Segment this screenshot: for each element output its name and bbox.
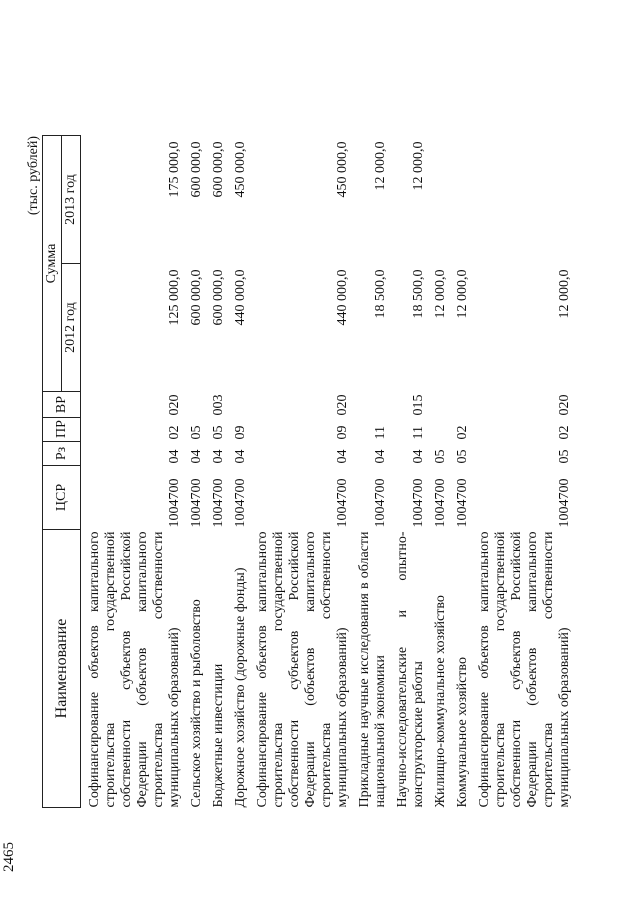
row-2012: 600 000,0 bbox=[189, 269, 204, 326]
row-pr: 11 bbox=[373, 426, 388, 440]
row-rz: 04 bbox=[189, 449, 204, 464]
header-name: Наименование bbox=[43, 530, 81, 808]
row-vr: 003 bbox=[211, 394, 226, 416]
header-2012: 2012 год bbox=[62, 264, 81, 392]
row-rz: 04 bbox=[411, 449, 426, 464]
row-2013 bbox=[471, 136, 573, 264]
header-2013: 2013 год bbox=[62, 136, 81, 264]
budget-table bbox=[42, 135, 573, 808]
row-name: Сельское хозяйство и рыболовство bbox=[189, 599, 204, 808]
row-2012: 12 000,0 bbox=[433, 269, 448, 319]
row-name: Жилищно-коммунальное хозяйство bbox=[433, 595, 448, 808]
row-vr: 015 bbox=[411, 394, 426, 416]
table-row bbox=[205, 136, 227, 808]
row-vr: 020 bbox=[167, 394, 182, 416]
row-vr bbox=[449, 392, 471, 418]
row-name: Софинансирование объектов капитального строительства государственной собственности субъектов Российской Федерации (объектов капитального строительства собственности муниципальных образований) bbox=[255, 531, 350, 808]
row-vr bbox=[183, 392, 205, 418]
header-vr: ВР bbox=[43, 392, 81, 418]
row-name: Софинансирование объектов капитального строительства государственной собственности субъектов Российской Федерации (объектов капитального строительства собственности муниципальных образований) bbox=[87, 531, 182, 808]
row-2012: 440 000,0 bbox=[233, 269, 248, 326]
row-2012: 12 000,0 bbox=[557, 269, 572, 319]
table-row bbox=[183, 136, 205, 808]
row-pr bbox=[427, 418, 449, 442]
row-pr: 11 bbox=[411, 426, 426, 440]
row-csr: 1004700 bbox=[433, 478, 448, 528]
table-body bbox=[81, 136, 574, 808]
row-rz: 04 bbox=[211, 449, 226, 464]
row-rz: 04 bbox=[167, 449, 182, 464]
table-row bbox=[389, 136, 427, 808]
row-vr bbox=[227, 392, 249, 418]
row-2013: 12 000,0 bbox=[373, 141, 388, 191]
row-vr bbox=[351, 392, 389, 418]
row-2013: 12 000,0 bbox=[411, 141, 426, 191]
header-sum: Сумма bbox=[43, 136, 62, 392]
row-vr bbox=[427, 392, 449, 418]
row-name: Прикладные научные исследования в области национальной экономики bbox=[357, 531, 388, 808]
row-pr: 02 bbox=[167, 425, 182, 440]
row-csr: 1004700 bbox=[233, 478, 248, 528]
row-2012: 18 500,0 bbox=[373, 269, 388, 319]
row-rz: 05 bbox=[557, 449, 572, 464]
table-row bbox=[227, 136, 249, 808]
row-rz: 04 bbox=[335, 449, 350, 464]
row-csr: 1004700 bbox=[335, 478, 350, 528]
row-name: Дорожное хозяйство (дорожные фонды) bbox=[233, 567, 248, 808]
row-2012: 440 000,0 bbox=[335, 269, 350, 326]
row-vr: 020 bbox=[557, 394, 572, 416]
row-2013: 600 000,0 bbox=[189, 141, 204, 198]
row-2012: 12 000,0 bbox=[455, 269, 470, 319]
row-pr: 05 bbox=[211, 425, 226, 440]
row-csr: 1004700 bbox=[557, 478, 572, 528]
row-csr: 1004700 bbox=[211, 478, 226, 528]
row-pr: 09 bbox=[233, 425, 248, 440]
table-row bbox=[81, 136, 184, 808]
table-row bbox=[249, 136, 351, 808]
row-2013: 450 000,0 bbox=[233, 141, 248, 198]
row-name: Научно-исследовательские и опытно-конструкторские работы bbox=[395, 531, 426, 808]
row-2012: 18 500,0 bbox=[411, 269, 426, 319]
header-row bbox=[43, 136, 62, 808]
row-pr: 05 bbox=[189, 425, 204, 440]
unit-note: (тыс. рублей) bbox=[26, 136, 41, 216]
row-name: Бюджетные инвестиции bbox=[211, 663, 226, 808]
table-row bbox=[471, 136, 573, 808]
row-2013: 600 000,0 bbox=[211, 141, 226, 198]
row-name: Софинансирование объектов капитального строительства государственной собственности субъектов Российской Федерации (объектов капитального строительства собственности муниципальных образований) bbox=[477, 531, 572, 808]
row-2013: 175 000,0 bbox=[167, 141, 182, 198]
row-pr: 09 bbox=[335, 425, 350, 440]
row-2013 bbox=[449, 136, 471, 264]
row-csr: 1004700 bbox=[167, 478, 182, 528]
row-csr: 1004700 bbox=[411, 478, 426, 528]
row-name: Коммунальное хозяйство bbox=[455, 657, 470, 808]
header-csr: ЦСР bbox=[43, 466, 81, 530]
row-2013 bbox=[427, 136, 449, 264]
table-row bbox=[449, 136, 471, 808]
row-csr: 1004700 bbox=[189, 478, 204, 528]
page-number: 2465 bbox=[1, 842, 17, 872]
row-csr: 1004700 bbox=[373, 478, 388, 528]
row-2012: 600 000,0 bbox=[211, 269, 226, 326]
row-rz: 05 bbox=[455, 449, 470, 464]
row-pr: 02 bbox=[455, 425, 470, 440]
row-2012: 125 000,0 bbox=[167, 269, 182, 326]
row-rz: 04 bbox=[233, 449, 248, 464]
row-2013: 450 000,0 bbox=[335, 141, 350, 198]
row-rz: 04 bbox=[373, 449, 388, 464]
row-csr: 1004700 bbox=[455, 478, 470, 528]
row-pr: 02 bbox=[557, 425, 572, 440]
row-vr: 020 bbox=[335, 394, 350, 416]
table-row bbox=[351, 136, 389, 808]
header-pr: ПР bbox=[43, 418, 81, 442]
table-row bbox=[427, 136, 449, 808]
header-rz: Рз bbox=[43, 442, 81, 466]
row-rz: 05 bbox=[433, 449, 448, 464]
